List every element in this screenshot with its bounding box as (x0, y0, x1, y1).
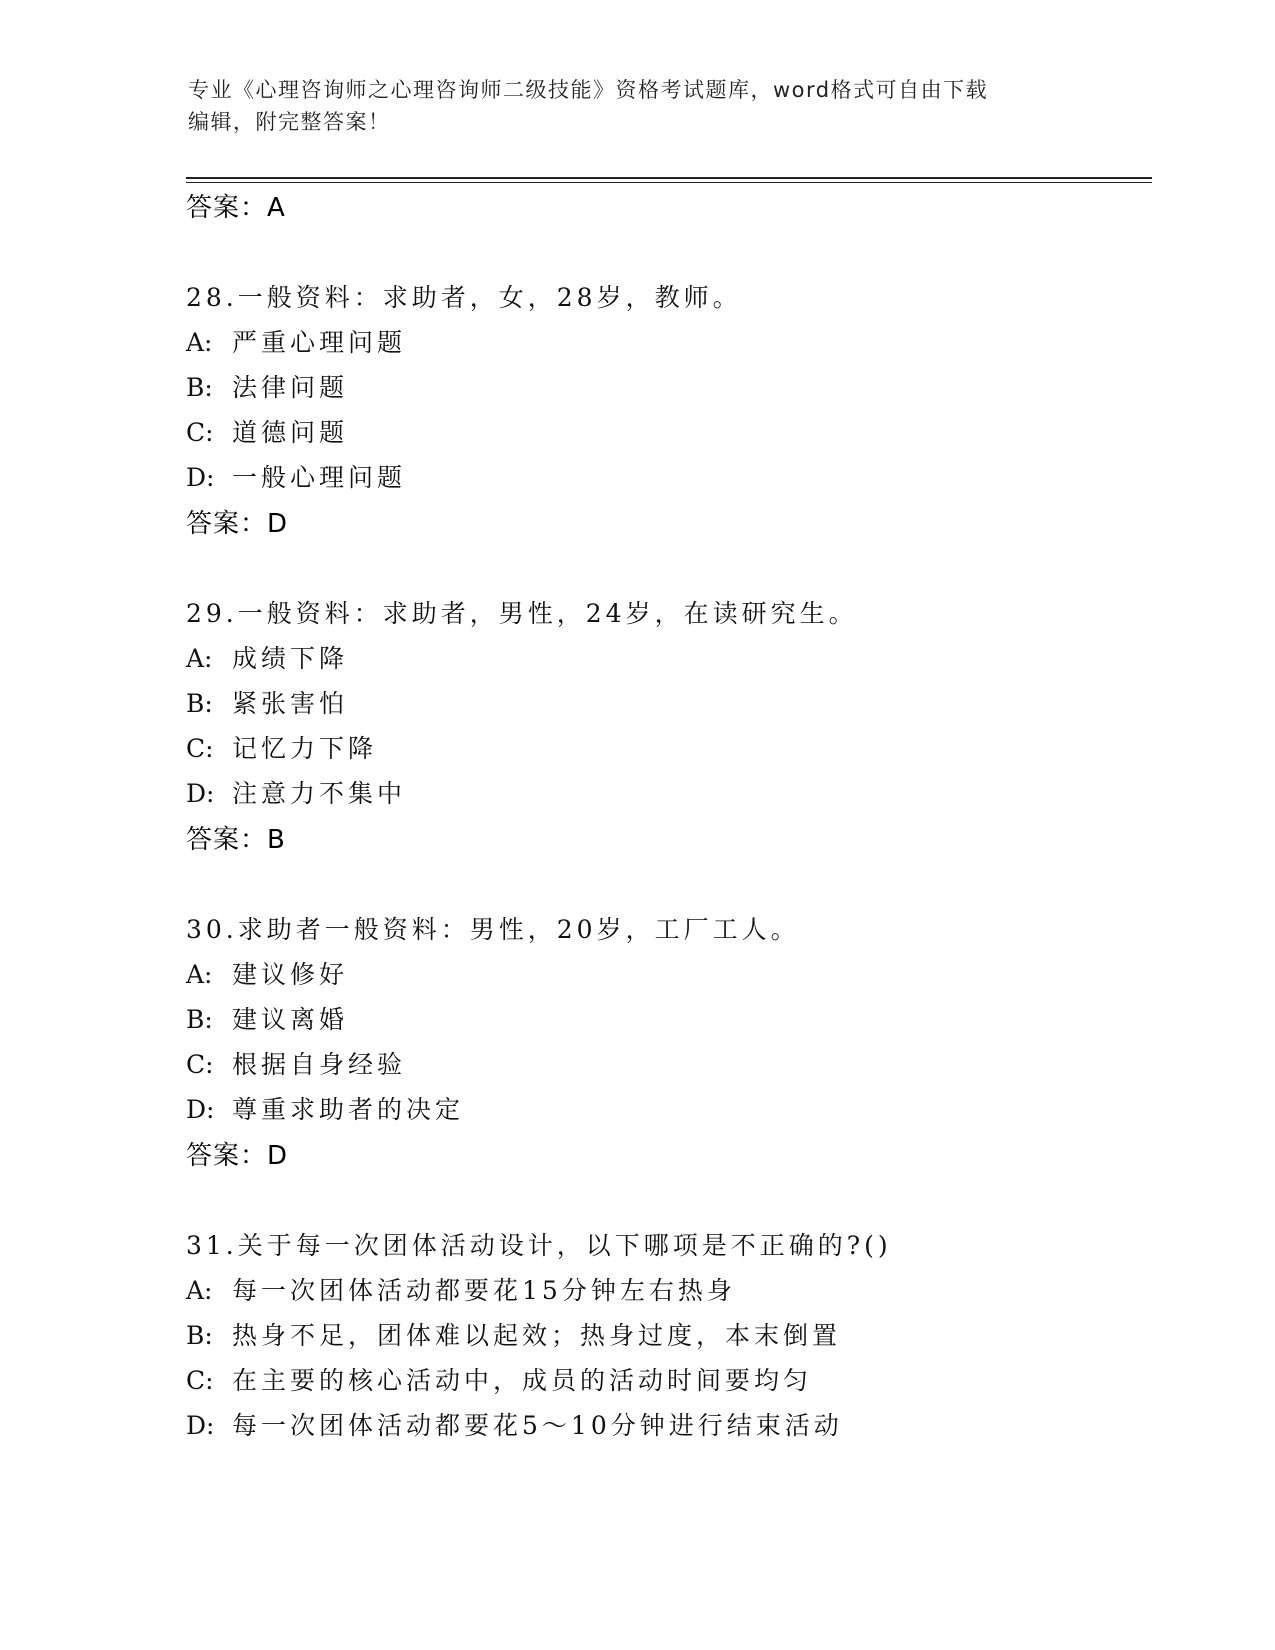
option-letter: A: (186, 1276, 213, 1305)
option-letter: C: (186, 418, 214, 447)
header-rule-thick (186, 177, 1152, 179)
option-text: 根据自身经验 (232, 1050, 407, 1079)
option-text: 建议修好 (232, 960, 349, 989)
option-line (186, 1048, 406, 1082)
option-text: 每一次团体活动都要花5～10分钟进行结束活动 (232, 1411, 843, 1440)
option-line (186, 326, 406, 360)
option-letter: D: (186, 779, 215, 808)
option-text: 在主要的核心活动中，成员的活动时间要均匀 (232, 1366, 813, 1395)
option-line (186, 777, 406, 811)
option-letter: C: (186, 734, 214, 763)
option-line (186, 1003, 348, 1037)
option-line (186, 687, 348, 721)
option-letter: B: (186, 689, 213, 718)
option-letter: A: (186, 644, 213, 673)
question-stem: 28.一般资料：求助者，女，28岁，教师。 (186, 283, 742, 312)
question-stem: 30.求助者一般资料：男性，20岁，工厂工人。 (186, 915, 800, 944)
option-line (186, 958, 348, 992)
option-line (186, 461, 406, 495)
option-letter: B: (186, 1321, 213, 1350)
option-text: 记忆力下降 (232, 734, 378, 763)
option-text: 建议离婚 (232, 1005, 349, 1034)
answer-line: 答案：D (186, 1141, 289, 1171)
option-letter: A: (186, 960, 213, 989)
option-text: 尊重求助者的决定 (232, 1095, 465, 1124)
answer-line: 答案：B (186, 825, 286, 855)
header-line-2: 编辑，附完整答案！ (188, 110, 391, 134)
header-line-1: 专业《心理咨询师之心理咨询师二级技能》资格考试题库，word格式可自由下载 (188, 78, 989, 102)
answer-line: 答案：A (186, 193, 286, 223)
option-line (186, 1364, 812, 1398)
header-rule-thin (186, 182, 1152, 183)
option-text: 道德问题 (232, 418, 349, 447)
option-text: 一般心理问题 (232, 463, 407, 492)
option-letter: D: (186, 1411, 215, 1440)
option-text: 每一次团体活动都要花15分钟左右热身 (232, 1276, 736, 1305)
option-line (186, 642, 348, 676)
option-letter: D: (186, 463, 215, 492)
option-line (186, 1319, 841, 1353)
option-letter: B: (186, 1005, 213, 1034)
option-text: 注意力不集中 (232, 779, 407, 808)
option-line (186, 416, 348, 450)
option-line (186, 1093, 464, 1127)
option-text: 成绩下降 (232, 644, 349, 673)
option-line (186, 1274, 736, 1308)
option-line (186, 732, 377, 766)
option-letter: D: (186, 1095, 215, 1124)
option-text: 紧张害怕 (232, 689, 349, 718)
option-text: 法律问题 (232, 373, 349, 402)
option-line (186, 1409, 843, 1443)
option-letter: C: (186, 1366, 214, 1395)
question-stem: 31.关于每一次团体活动设计，以下哪项是不正确的?() (186, 1231, 892, 1260)
option-text: 热身不足，团体难以起效；热身过度，本末倒置 (232, 1321, 842, 1350)
option-letter: C: (186, 1050, 214, 1079)
option-letter: B: (186, 373, 213, 402)
question-stem: 29.一般资料：求助者，男性，24岁，在读研究生。 (186, 599, 858, 628)
option-line (186, 371, 348, 405)
option-letter: A: (186, 328, 213, 357)
option-text: 严重心理问题 (232, 328, 407, 357)
answer-line: 答案：D (186, 509, 289, 539)
document-header (188, 74, 1088, 138)
